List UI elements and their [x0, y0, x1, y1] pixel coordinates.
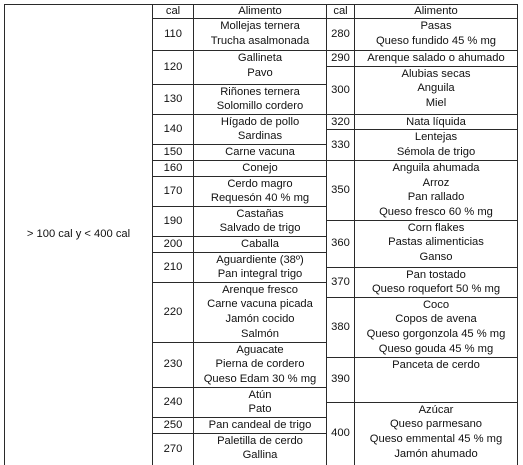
food-name: Coco	[357, 298, 515, 313]
cal-value: 240	[153, 387, 194, 417]
food-cell	[355, 19, 518, 51]
cal-value: 190	[153, 206, 194, 236]
food-cell	[355, 297, 518, 357]
food-cell	[355, 267, 518, 297]
food-cell	[194, 342, 327, 387]
food-name: Miel	[357, 96, 515, 111]
food-name: Pavo	[196, 66, 324, 81]
food-cell	[355, 402, 518, 465]
food-name: Jamón ahumado	[357, 447, 515, 462]
food-name: Queso gorgonzola 45 % mg	[357, 327, 515, 342]
food-name: Pastas alimenticias	[357, 235, 515, 250]
cal-value: 110	[153, 19, 194, 51]
cal-value: 360	[327, 220, 355, 267]
cal-value: 390	[327, 357, 355, 402]
food-name: Pato	[196, 402, 324, 417]
food-cell	[194, 19, 327, 51]
food-name: Trucha asalmonada	[196, 34, 324, 49]
food-name: Aguardiente (38º)	[196, 253, 324, 268]
cal-value: 270	[153, 433, 194, 465]
food-name: Ganso	[357, 250, 515, 265]
cal-value: 330	[327, 130, 355, 161]
food-name: Pan integral trigo	[196, 267, 324, 282]
header-alimento-left: Alimento	[194, 5, 327, 19]
food-name: Salmón	[196, 327, 324, 342]
food-cell	[194, 145, 327, 161]
header-alimento-right: Alimento	[355, 5, 518, 19]
food-name: Lentejas	[357, 130, 515, 145]
cal-value: 380	[327, 297, 355, 357]
food-name: Carne vacuna	[196, 145, 324, 160]
cal-value: 400	[327, 402, 355, 465]
food-cell	[194, 206, 327, 236]
food-cell	[355, 130, 518, 161]
food-name: Arenque salado o ahumado	[357, 51, 515, 66]
food-cell	[194, 114, 327, 145]
food-cell	[355, 66, 518, 114]
food-name: Copos de avena	[357, 312, 515, 327]
food-name: Pan rallado	[357, 190, 515, 205]
header-cal-right: cal	[327, 5, 355, 19]
food-name: Salvado de trigo	[196, 221, 324, 236]
food-name: Aguacate	[196, 343, 324, 358]
food-name: Anguila	[357, 81, 515, 96]
cal-value: 230	[153, 342, 194, 387]
cal-value: 280	[327, 19, 355, 51]
food-cell	[194, 282, 327, 342]
food-name: Queso Edam 30 % mg	[196, 372, 324, 387]
food-name: Requesón 40 % mg	[196, 191, 324, 206]
food-name: Pierna de cordero	[196, 357, 324, 372]
cal-value: 120	[153, 51, 194, 85]
cal-value: 300	[327, 66, 355, 114]
food-name: Pan candeal de trigo	[196, 418, 324, 433]
food-cell	[194, 417, 327, 433]
food-name: Castañas	[196, 207, 324, 222]
food-name: Sémola de trigo	[357, 145, 515, 160]
cal-value: 140	[153, 114, 194, 145]
food-cell	[194, 176, 327, 206]
cal-value: 150	[153, 145, 194, 161]
food-name: Queso emmental 45 % mg	[357, 432, 515, 447]
food-name: Nata líquida	[357, 115, 515, 130]
food-name: Hígado de pollo	[196, 115, 324, 130]
food-cell	[194, 236, 327, 252]
food-name: Corn flakes	[357, 221, 515, 236]
food-cell	[194, 433, 327, 465]
food-cell	[355, 160, 518, 220]
food-name: Gallina	[196, 448, 324, 463]
cal-value: 170	[153, 176, 194, 206]
food-name: Jamón cocido	[196, 312, 324, 327]
food-name: Paletilla de cerdo	[196, 434, 324, 449]
cal-value: 290	[327, 51, 355, 67]
food-cell	[194, 252, 327, 282]
food-name: Queso fresco 60 % mg	[357, 205, 515, 220]
food-name: Pan tostado	[357, 268, 515, 283]
cal-value: 320	[327, 114, 355, 130]
food-name: Azúcar	[357, 403, 515, 418]
food-name: Queso roquefort 50 % mg	[357, 282, 515, 297]
food-name: Sardinas	[196, 129, 324, 144]
food-name: Queso fundido 45 % mg	[357, 34, 515, 49]
range-label: > 100 cal y < 400 cal	[5, 5, 153, 465]
food-cell	[194, 387, 327, 417]
food-cell	[194, 160, 327, 176]
food-cell	[194, 51, 327, 85]
food-name: Riñones ternera	[196, 85, 324, 100]
food-name: Cerdo magro	[196, 177, 324, 192]
food-name: Arroz	[357, 176, 515, 191]
food-name: Queso gouda 45 % mg	[357, 342, 515, 357]
cal-value: 200	[153, 236, 194, 252]
food-cell	[194, 84, 327, 114]
food-name: Caballa	[196, 237, 324, 252]
food-name: Anguila ahumada	[357, 161, 515, 176]
food-name: Panceta de cerdo	[357, 358, 515, 373]
calorie-table	[4, 4, 518, 465]
cal-value: 130	[153, 84, 194, 114]
cal-value: 220	[153, 282, 194, 342]
food-name: Solomillo cordero	[196, 99, 324, 114]
food-name: Queso parmesano	[357, 417, 515, 432]
food-cell	[355, 357, 518, 402]
food-name: Atún	[196, 388, 324, 403]
cal-value: 350	[327, 160, 355, 220]
food-cell	[355, 220, 518, 267]
cal-value: 370	[327, 267, 355, 297]
food-name: Carne vacuna picada	[196, 297, 324, 312]
food-cell	[355, 114, 518, 130]
cal-value: 250	[153, 417, 194, 433]
food-name: Arenque fresco	[196, 283, 324, 298]
food-cell	[355, 51, 518, 67]
header-cal-left: cal	[153, 5, 194, 19]
cal-value: 160	[153, 160, 194, 176]
cal-value: 210	[153, 252, 194, 282]
food-name: Pasas	[357, 19, 515, 34]
food-name: Conejo	[196, 161, 324, 176]
food-name: Mollejas ternera	[196, 19, 324, 34]
food-name: Gallineta	[196, 51, 324, 66]
header-row	[5, 5, 518, 19]
food-name: Alubias secas	[357, 67, 515, 82]
